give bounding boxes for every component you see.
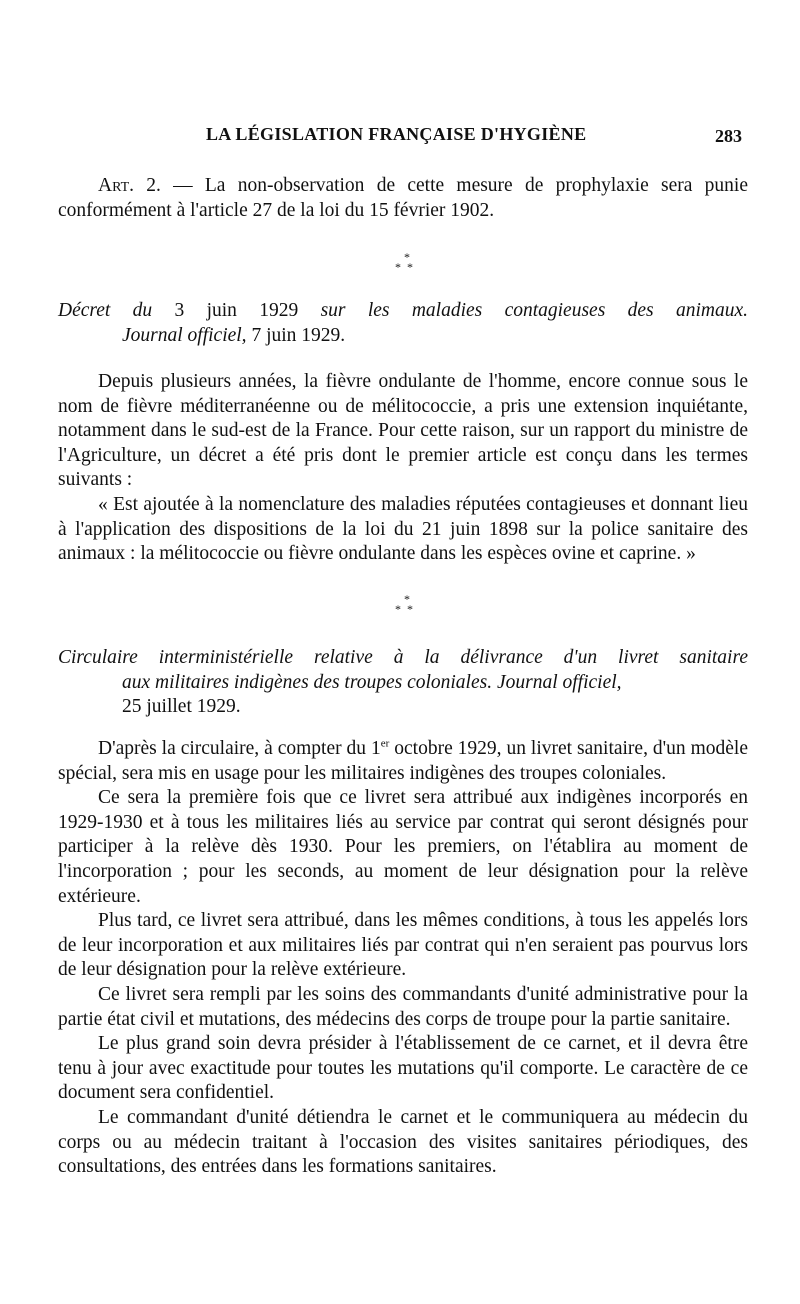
circular-body <box>58 737 748 1180</box>
circular-paragraph: Ce livret sera rempli par les soins des commandants d'unité administrative pour la partie état civil et mutations, des médecins des corps de troupe pour la partie sanitaire. <box>58 983 748 1030</box>
circular-paragraph: Ce sera la première fois que ce livret sera attribué aux indigènes incorporés en 1929-1930 et à tous les militaires liés au service par contrat qui seront désignés pour participer à la relève dès 1930. Pour les premiers, on l'établira au moment de l'incorporation ; pour les seconds, au moment de leur désignation pour la relève extérieure. <box>58 787 748 907</box>
decree-title: Décret du 3 juin 1929 sur les maladies contagieuses des animaux. <box>58 300 748 321</box>
circular-title-line1: Circulaire interministérielle relative à la délivrance d'un livret sanitaire <box>58 647 748 668</box>
page-header <box>60 124 750 148</box>
decree-quote: « Est ajoutée à la nomenclature des maladies réputées contagieuses et donnant lieu à l'application des dispositions de la loi du 21 juin 1898 sur la police sanitaire des animaux : la mélitococcie ou fièvre ondulante dans les espèces ovine et caprine. » <box>58 493 748 565</box>
decree-heading <box>58 299 748 348</box>
circular-paragraph: Le commandant d'unité détiendra le carnet et le communiquera au médecin du corps ou au médecin traitant à l'occasion des visites sanitaires périodiques, des consultations, des entrées dans les formations sanitaires. <box>58 1106 748 1178</box>
circular-paragraph: Plus tard, ce livret sera attribué, dans les mêmes conditions, à tous les appelés lors de leur incorporation et aux militaires liés par contrat qui n'en seraient pas pourvus lors de leur désignation pour la relève extérieure. <box>58 910 748 981</box>
asterism-divider: * ** <box>395 250 419 274</box>
page-number: 283 <box>715 126 742 146</box>
article-2-paragraph <box>58 174 748 223</box>
circular-paragraph: D'après la circulaire, à compter du 1er octobre 1929, un livret sanitaire, d'un modèle spécial, sera mis en usage pour les militaires indigènes des troupes coloniales. <box>58 737 748 784</box>
circular-heading <box>58 646 748 720</box>
article-label: Art. 2. <box>98 175 161 196</box>
circular-title-line2: aux militaires indigènes des troupes coloniales. Journal officiel, <box>122 671 622 693</box>
article-text: — La non-observation de cette mesure de prophylaxie sera punie conformément à l'article 27 de la loi du 15 février 1902. <box>58 175 748 221</box>
circular-date: 25 juillet 1929. <box>122 696 241 718</box>
running-title: LA LÉGISLATION FRANÇAISE D'HYGIÈNE <box>206 124 587 144</box>
decree-paragraph: Depuis plusieurs années, la fièvre ondulante de l'homme, encore connue sous le nom de fièvre méditerranéenne ou de mélitococcie, a pris une extension inquiétante, notamment dans le sud-est de la France. Pour cette raison, sur un rapport du ministre de l'Agriculture, un décret a été pris dont le premier article est conçu dans les termes suivants : <box>58 371 748 491</box>
article-2 <box>58 174 748 223</box>
decree-journal: Journal officiel, 7 juin 1929. <box>122 324 346 346</box>
circular-paragraph: Le plus grand soin devra présider à l'établissement de ce carnet, et il devra être tenu à jour avec exactitude pour toutes les mutations qu'il comporte. Le caractère de ce document sera confidentiel. <box>58 1033 748 1104</box>
asterism-divider: * ** <box>395 592 419 616</box>
decree-body <box>58 370 748 567</box>
